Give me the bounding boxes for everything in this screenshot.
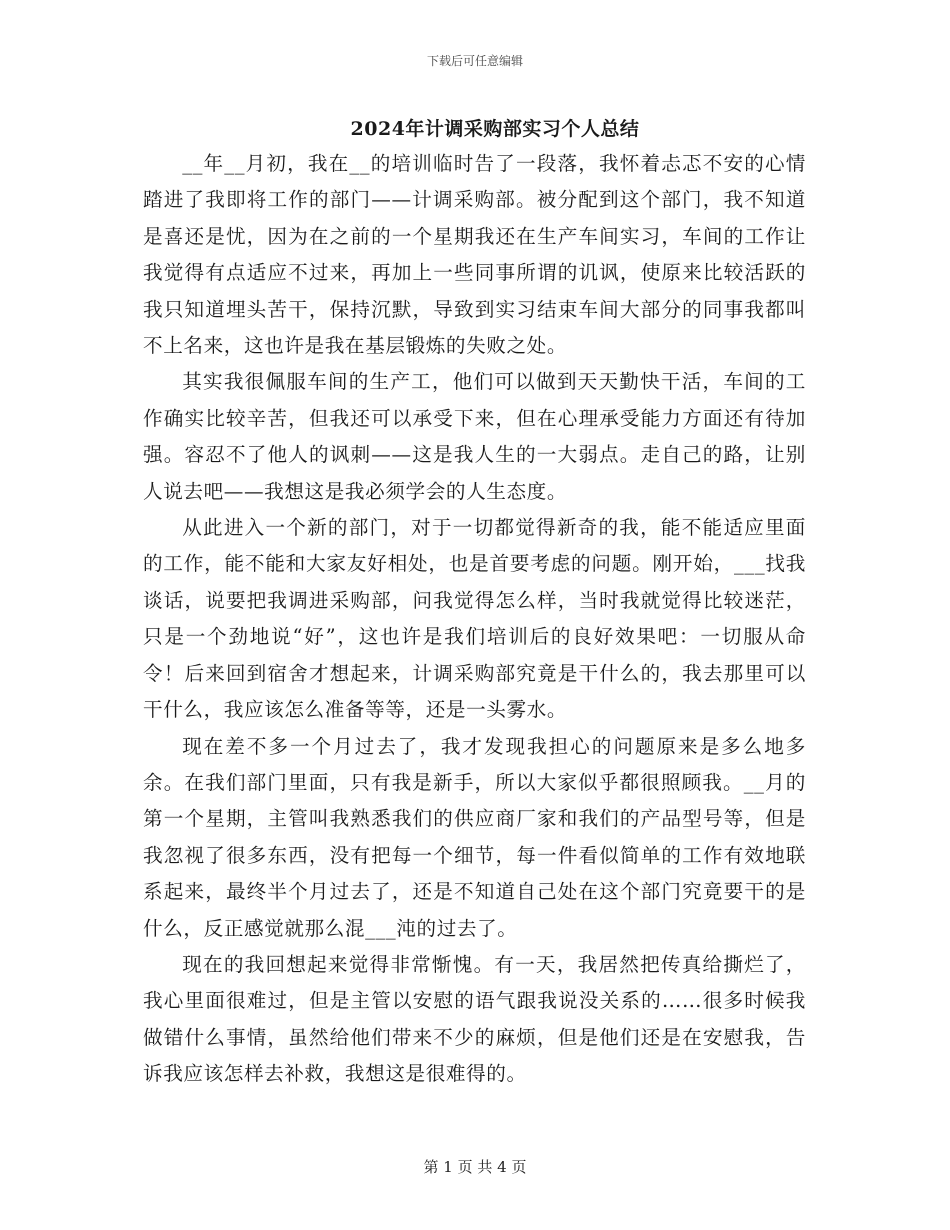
header-note: 下载后可任意编辑 (426, 54, 523, 68)
paragraph-3: 从此进入一个新的部门，对于一切都觉得新奇的我，能不能适应里面的工作，能不能和大家友好相处，也是首要考虑的问题。刚开始，___找我谈话，说要把我调进采购部，问我觉得怎么样，当时我就觉得比较迷茫，只是一个劲地说“好”，这也许是我们培训后的良好效果吧：一切服从命令！后来回到宿舍才想起来，计调采购部究竟是干什么的，我去那里可以干什么，我应该怎么准备等等，还是一头雾水。 (143, 516, 806, 722)
paragraph-2: 其实我很佩服车间的生产工，他们可以做到天天勤快干活，车间的工作确实比较辛苦，但我还可以承受下来，但在心理承受能力方面还有待加强。容忍不了他人的讽刺——这是我人生的一大弱点。走自己的路，让别人说去吧——我想这是我必须学会的人生态度。 (143, 370, 806, 503)
document-body (143, 146, 806, 1093)
paragraph-4: 现在差不多一个月过去了，我才发现我担心的问题原来是多么地多余。在我们部门里面，只有我是新手，所以大家似乎都很照顾我。__月的第一个星期，主管叫我熟悉我们的供应商厂家和我们的产品型号等，但是我忽视了很多东西，没有把每一个细节，每一件看似简单的工作有效地联系起来，最终半个月过去了，还是不知道自己处在这个部门究竟要干的是什么，反正感觉就那么混___沌的过去了。 (143, 734, 806, 940)
page-footer: 第 1 页 共 4 页 (423, 1158, 527, 1176)
paragraph-5: 现在的我回想起来觉得非常惭愧。有一天，我居然把传真给撕烂了，我心里面很难过，但是主管以安慰的语气跟我说没关系的……很多时候我做错什么事情，虽然给他们带来不少的麻烦，但是他们还是在安慰我，告诉我应该怎样去补救，我想这是很难得的。 (143, 952, 806, 1086)
paragraph-1: __年__月初，我在__的培训临时告了一段落，我怀着忐忑不安的心情踏进了我即将工作的部门——计调采购部。被分配到这个部门，我不知道是喜还是忧，因为在之前的一个星期我还在生产车间实习，车间的工作让我觉得有点适应不过来，再加上一些同事所谓的讥讽，使原来比较活跃的我只知道埋头苦干，保持沉默，导致到实习结束车间大部分的同事我都叫不上名来，这也许是我在基层锻炼的失败之处。 (143, 152, 806, 358)
document-title: 2024年计调采购部实习个人总结 (350, 118, 640, 140)
